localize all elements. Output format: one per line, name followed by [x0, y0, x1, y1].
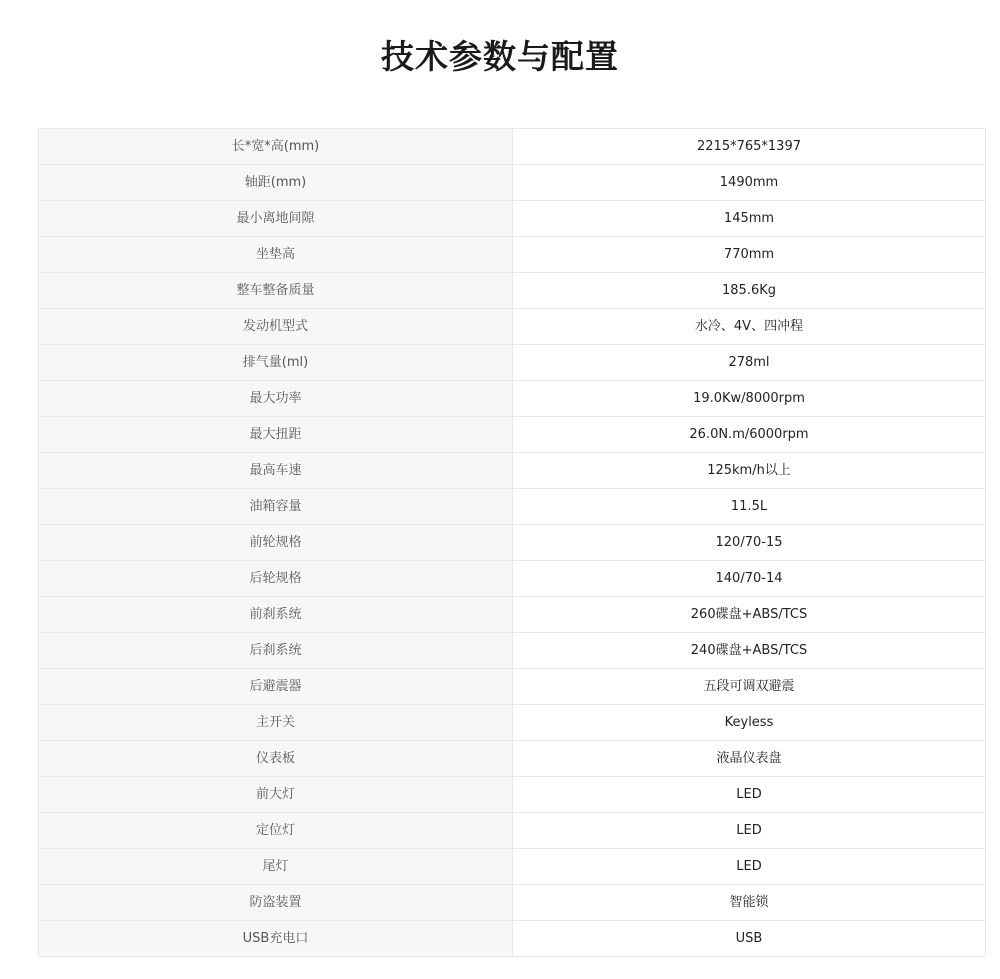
table-row — [39, 453, 986, 489]
spec-label: 防盗装置 — [39, 885, 513, 921]
spec-label: 前刹系统 — [39, 597, 513, 633]
spec-label: 前大灯 — [39, 777, 513, 813]
table-row — [39, 813, 986, 849]
table-row — [39, 669, 986, 705]
spec-value: 26.0N.m/6000rpm — [513, 417, 986, 453]
spec-value: 19.0Kw/8000rpm — [513, 381, 986, 417]
table-row — [39, 417, 986, 453]
table-row — [39, 489, 986, 525]
table-row — [39, 561, 986, 597]
table-row — [39, 345, 986, 381]
spec-label: 尾灯 — [39, 849, 513, 885]
table-row — [39, 885, 986, 921]
spec-value: 185.6Kg — [513, 273, 986, 309]
spec-value: 2215*765*1397 — [513, 129, 986, 165]
spec-label: 前轮规格 — [39, 525, 513, 561]
table-row — [39, 237, 986, 273]
spec-value: LED — [513, 777, 986, 813]
spec-label: 后轮规格 — [39, 561, 513, 597]
spec-value: LED — [513, 813, 986, 849]
table-row — [39, 201, 986, 237]
table-row — [39, 381, 986, 417]
spec-label: 发动机型式 — [39, 309, 513, 345]
table-row — [39, 705, 986, 741]
table-row — [39, 597, 986, 633]
spec-value: 125km/h以上 — [513, 453, 986, 489]
table-row — [39, 777, 986, 813]
spec-value: 260碟盘+ABS/TCS — [513, 597, 986, 633]
table-row — [39, 633, 986, 669]
spec-label: 后刹系统 — [39, 633, 513, 669]
spec-value: 水冷、4V、四冲程 — [513, 309, 986, 345]
table-row — [39, 129, 986, 165]
spec-label: 整车整备质量 — [39, 273, 513, 309]
spec-value: 液晶仪表盘 — [513, 741, 986, 777]
spec-value: 11.5L — [513, 489, 986, 525]
spec-label: 坐垫高 — [39, 237, 513, 273]
page-title: 技术参数与配置 — [381, 37, 619, 76]
spec-label: 最大功率 — [39, 381, 513, 417]
table-row — [39, 273, 986, 309]
spec-value: 240碟盘+ABS/TCS — [513, 633, 986, 669]
table-row — [39, 165, 986, 201]
table-row — [39, 525, 986, 561]
spec-label: 最大扭距 — [39, 417, 513, 453]
spec-label: 最高车速 — [39, 453, 513, 489]
spec-value: Keyless — [513, 705, 986, 741]
table-row — [39, 309, 986, 345]
spec-value: 278ml — [513, 345, 986, 381]
spec-label: 油箱容量 — [39, 489, 513, 525]
spec-label: 仪表板 — [39, 741, 513, 777]
spec-value: LED — [513, 849, 986, 885]
spec-value: 1490mm — [513, 165, 986, 201]
spec-label: USB充电口 — [39, 921, 513, 957]
spec-label: 轴距(mm) — [39, 165, 513, 201]
spec-label: 排气量(ml) — [39, 345, 513, 381]
spec-value: USB — [513, 921, 986, 957]
table-row — [39, 849, 986, 885]
table-row — [39, 741, 986, 777]
spec-value: 120/70-15 — [513, 525, 986, 561]
spec-table — [38, 128, 986, 957]
spec-label: 长*宽*高(mm) — [39, 129, 513, 165]
spec-value: 145mm — [513, 201, 986, 237]
table-row — [39, 921, 986, 957]
spec-value: 五段可调双避震 — [513, 669, 986, 705]
spec-label: 后避震器 — [39, 669, 513, 705]
spec-label: 主开关 — [39, 705, 513, 741]
spec-value: 智能锁 — [513, 885, 986, 921]
spec-label: 定位灯 — [39, 813, 513, 849]
spec-label: 最小离地间隙 — [39, 201, 513, 237]
spec-value: 140/70-14 — [513, 561, 986, 597]
spec-value: 770mm — [513, 237, 986, 273]
